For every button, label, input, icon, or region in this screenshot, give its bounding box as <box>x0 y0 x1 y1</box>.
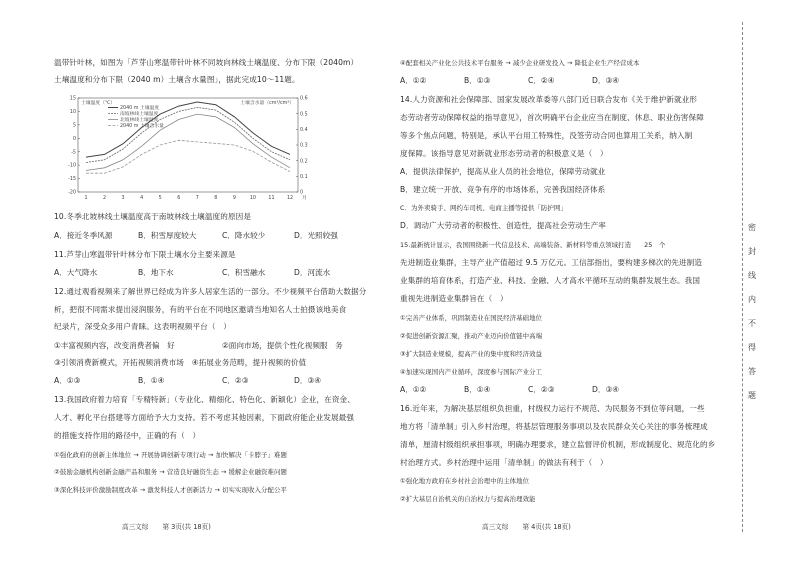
x-tick-label: 5 <box>158 196 162 201</box>
question-16: 村治理方式。乡村治理中运用「清单制」的做法有利于（ ） <box>400 458 608 467</box>
page-footer-left <box>122 521 211 531</box>
option[interactable]: D．③④ <box>294 376 322 385</box>
statement: ②鼓励金融机构创新金融产品和服务 → 营造良好融资生态 → 缓解企业融资难问题 <box>54 468 287 476</box>
option[interactable]: C．②③ <box>528 385 555 394</box>
question-12: 12.通过观看视频来了解世界已经成为许多人居家生活的一部分。不少视频平台借助大数据分 <box>54 287 367 296</box>
y-tick-label: 15 <box>69 96 76 102</box>
option[interactable]: B．建立统一开放、竞争有序的市场体系，完善我国经济体系 <box>400 185 606 194</box>
y2-tick-label: 0 <box>300 190 304 196</box>
option[interactable]: B．地下水 <box>138 268 174 277</box>
y-axis-label: 土壤温度（℃） <box>81 101 116 106</box>
question-15: 15.最新统计显示，我国围绕新一代信息技术、高端装备、新材料等重点领域打造 25 个 <box>400 241 666 249</box>
x-tick-label: 4 <box>140 196 144 201</box>
y-tick-label: 0 <box>72 136 76 142</box>
series-line <box>86 140 290 173</box>
question-12: 析，把很不同需求提出浸润服务，有的平台在不同地区邀请当地知名人士拍摄该地美食 <box>54 305 347 314</box>
option[interactable]: A．提供法律保护，提高从业人员的社会地位，保障劳动就业 <box>400 167 606 176</box>
seal-char: 得 <box>748 343 756 352</box>
seal-char: 不 <box>748 319 756 328</box>
statement: ②扩大基层自治机关的自治权力与提高治理效能 <box>400 495 536 503</box>
seal-line <box>742 22 743 532</box>
q12-items: ③引领消费新模式，开拓视频消费市场 ④拓展业务范畴，提升视频的价值 <box>54 358 307 367</box>
y2-tick-label: 0.4 <box>300 127 308 133</box>
option[interactable]: A．大气降水 <box>54 268 98 277</box>
x-tick-label: 6 <box>177 196 181 201</box>
option[interactable]: B．①③ <box>464 76 491 85</box>
option[interactable]: D．③④ <box>592 76 620 85</box>
statement: ④配套相关产业化公共技术平台服务 → 减少企业研发投入 → 降低企业生产经营成本 <box>400 59 640 67</box>
seal-char: 内 <box>748 295 756 304</box>
option[interactable]: D．调动广大劳动者的积极性、创造性，提高社会劳动生产率 <box>400 221 606 230</box>
legend-label: 2040 m 土壤含水量 <box>120 124 164 129</box>
y-tick-label: 10 <box>69 110 76 116</box>
footer-page: 第 3页(共 18页) <box>162 523 211 531</box>
option[interactable]: A．接近冬季风源 <box>54 231 113 240</box>
y2-tick-label: 0.5 <box>300 112 308 118</box>
x-tick-label: 3 <box>121 196 125 201</box>
x-tick-label: 10 <box>249 196 256 201</box>
question-14: 态劳动者劳动保障权益的指导意见》，首次明确平台企业应当在制度、休息、职业伤害保障 <box>400 113 704 122</box>
option[interactable]: D．③④ <box>592 385 620 394</box>
question-14: 14.人力资源和社会保障部、国家发展改革委等八部门近日联合发布《关于维护新就业形 <box>400 95 698 104</box>
option[interactable]: B．①④ <box>464 385 491 394</box>
x-tick-label: 12 <box>286 196 294 201</box>
option[interactable]: C．积雪融水 <box>222 268 266 277</box>
option[interactable]: B．积雪厚度较大 <box>138 231 197 240</box>
x-tick-label: 8 <box>214 196 218 201</box>
question-15: 先进制造业集群，主导产业产值超过 9.5 万亿元。工信部指出，要构建多梯次的先进制造 <box>400 258 703 267</box>
x-unit-label: 月 <box>302 196 307 201</box>
statement: ③深化科技评价激励制度改革 → 激发科技人才创新活力 → 切实实现收入分配公平 <box>54 486 287 494</box>
y-tick-label: -15 <box>68 177 76 183</box>
question-15: 重视先进制造业集群旨在（ ） <box>400 294 508 303</box>
question-14: 等多个焦点问题，特别是，承认平台用工特殊性，没签劳动合同也算用工关系，纳入制 <box>400 131 693 140</box>
option[interactable]: A．①② <box>400 76 427 85</box>
seal-char: 题 <box>748 391 756 400</box>
question-12: 纪录片，深受众多用户青睐。这表明视频平台（ ） <box>54 322 231 331</box>
legend-label: 南坡林线土壤温度 <box>120 112 159 117</box>
question-16: 清单，厘清村级组织承担事项，明确办理要求，建立监督评价机制，形成制度化、规范化的乡 <box>400 440 716 449</box>
series-line <box>86 114 290 170</box>
y2-tick-label: 0.6 <box>300 96 308 102</box>
footer-subject: 高三文综 <box>482 523 509 531</box>
page-footer-right <box>482 521 571 531</box>
soil-temperature-chart <box>62 92 324 204</box>
option[interactable]: A．①③ <box>54 376 81 385</box>
option[interactable]: D．河流水 <box>294 268 331 277</box>
seal-char: 线 <box>748 271 756 280</box>
question-14: 度保障。该指导意见对新就业形态劳动者的积极意义是（ ） <box>400 149 608 158</box>
x-tick-label: 1 <box>84 196 88 201</box>
question-10: 10.冬季北坡林线土壤温度高于南坡林线土壤温度的原因是 <box>54 212 252 221</box>
question-16: 地方将「清单制」引入乡村治理，将基层管理服务事项以及农民群众关心关注的事务梳理成 <box>400 422 708 431</box>
seal-char: 密 <box>748 223 756 232</box>
option[interactable]: B．①④ <box>138 376 165 385</box>
statement: ①强化地方政府在乡村社会治理中的主体地位 <box>400 477 530 485</box>
y2-tick-label: 0.2 <box>300 159 308 165</box>
x-tick-label: 9 <box>232 196 236 201</box>
statement: ①丰富视频内容，改变消费者偏 好 <box>54 341 175 350</box>
option[interactable]: C．②④ <box>528 76 555 85</box>
statement: ④加速实现国内产业循环，深度参与国际产业分工 <box>400 368 543 376</box>
y-tick-label: -10 <box>68 163 76 169</box>
intro-line: 土壤温度和分布下限（2040 m）土壤含水量图」，据此完成10～11题。 <box>54 75 300 84</box>
statement: ①完善产业体系，巩固制造业在国民经济基础地位 <box>400 314 543 322</box>
x-tick-label: 11 <box>268 196 275 201</box>
seal-char: 答 <box>748 367 756 376</box>
question-13: 的措施支持作用的路径中，正确的有（ ） <box>54 431 201 440</box>
plot-frame <box>78 98 298 192</box>
option[interactable]: C．降水较少 <box>222 231 266 240</box>
binding-margin <box>736 0 758 561</box>
series-line <box>86 107 290 162</box>
y2-tick-label: 0.3 <box>300 143 308 149</box>
question-13: 人才、孵化平台搭建等方面给予大力支持。若不考虑其他因素，下面政府能企业发展最强 <box>54 413 355 422</box>
question-16: 16.近年来，为解决基层组织负担重，村级权力运行不规范、为民服务不到位等问题，一些 <box>400 404 705 413</box>
x-tick-label: 2 <box>103 196 107 201</box>
footer-page: 第 4页(共 18页) <box>522 523 571 531</box>
seal-char: 封 <box>748 247 756 256</box>
statement: ①强化政府的创新主体地位 → 开展协调创新专项行动 → 加快解决「卡脖子」难题 <box>54 451 287 459</box>
option[interactable]: C．为外卖骑手、网约车司机、电商主播等提供「防护网」 <box>400 204 567 212</box>
y-tick-label: -20 <box>68 190 76 196</box>
legend-label: 北坡林线土壤温度 <box>120 118 159 123</box>
y2-axis-label: 土壤含水量（cm³/cm³） <box>240 101 294 106</box>
question-11: 11.芦芽山寒温带针叶林分布下限土壤水分主要来源是 <box>54 250 236 259</box>
option[interactable]: D．光照较强 <box>294 231 338 240</box>
intro-line: 温带针叶林，如图为「芦芽山寒温带针叶林不同坡向林线土壤温度、分布下限（2040m） <box>54 58 359 67</box>
question-13: 13.我国政府着力培育「专精特新」（专业化、精细化、特色化、新颖化）企业，在资金、 <box>54 395 355 404</box>
statement: ②促进创新资源汇聚，推动产业迈向价值链中高端 <box>400 332 543 340</box>
x-tick-label: 7 <box>195 196 199 201</box>
statement: ③扩大制造业规模，提高产业的集中度和经济效益 <box>400 350 543 358</box>
footer-subject: 高三文综 <box>122 523 149 531</box>
y2-tick-label: 0.1 <box>300 174 308 180</box>
question-15: 业集群的培育体系，打造产业、科技、金融、人才高水平循环互动的集群发展生态。我国 <box>400 276 701 285</box>
option[interactable]: A．①② <box>400 385 427 394</box>
statement: ②面向市场，提供个性化视频服 务 <box>222 341 343 350</box>
option[interactable]: C．②③ <box>222 376 249 385</box>
y-tick-label: 5 <box>72 123 76 129</box>
y-tick-label: -5 <box>71 150 76 156</box>
legend-label: 2040 m 土壤温度 <box>120 106 160 111</box>
